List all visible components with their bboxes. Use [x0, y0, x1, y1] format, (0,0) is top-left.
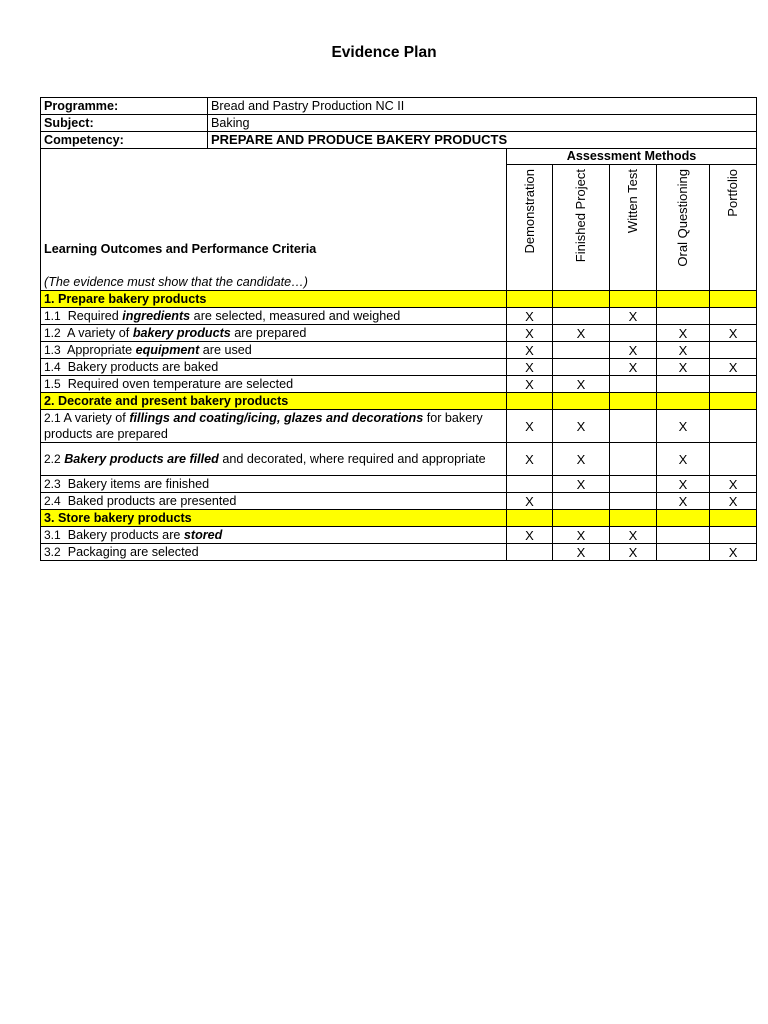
mark-portfolio: [710, 493, 757, 510]
section-cell: [610, 510, 657, 527]
criterion-text-post: and decorated, where required and appropriate: [218, 452, 486, 466]
competency-row: [41, 132, 757, 149]
criterion-row: [41, 308, 757, 325]
criterion-text: [41, 527, 507, 544]
mark-written-test: [610, 376, 657, 393]
section-cell: [657, 510, 710, 527]
mark-written-test: [610, 342, 657, 359]
mark-x: X: [628, 527, 638, 543]
mark-demonstration: [507, 544, 553, 561]
section-cell: [710, 510, 757, 527]
criterion-text: [41, 376, 507, 393]
subject-value: Baking: [211, 116, 250, 130]
criterion-number: 1.5: [44, 376, 61, 391]
criterion-text-pre: Required oven temperature are selected: [67, 376, 294, 391]
mark-written-test: [610, 476, 657, 493]
mark-x: X: [678, 325, 688, 341]
criterion-text-pre: Baked products are presented: [67, 493, 237, 508]
mark-portfolio: [710, 476, 757, 493]
method-label-finished-project: Finished Project: [573, 169, 588, 263]
mark-written-test: [610, 493, 657, 510]
competency-label: Competency:: [41, 132, 208, 148]
criterion-text-bold: stored: [183, 527, 223, 542]
mark-x: X: [525, 359, 534, 375]
mark-demonstration: [507, 325, 553, 342]
criterion-row: [41, 376, 757, 393]
mark-x: X: [525, 308, 534, 324]
criterion-text-post: for bakery products are prepared: [44, 411, 483, 441]
criterion-row: [41, 342, 757, 359]
competency-value: PREPARE AND PRODUCE BAKERY PRODUCTS: [211, 132, 508, 147]
criterion-text: [41, 443, 507, 476]
mark-x: X: [576, 325, 586, 341]
mark-oral-questioning: [657, 376, 710, 393]
criterion-text-bold: ingredients: [122, 308, 191, 323]
programme-row: [41, 98, 757, 115]
mark-portfolio: [710, 308, 757, 325]
mark-oral-questioning: [657, 308, 710, 325]
mark-x: X: [576, 376, 586, 392]
criterion-text-bold: equipment: [135, 342, 200, 357]
criterion-number: 2.2: [44, 452, 61, 466]
mark-finished-project: [553, 527, 610, 544]
mark-demonstration: [507, 376, 553, 393]
criterion-text-post: are selected, measured and weighed: [190, 308, 401, 323]
criterion-text: [41, 493, 507, 510]
method-header-written-test: [610, 165, 657, 291]
mark-x: X: [678, 418, 688, 434]
mark-x: X: [576, 527, 586, 543]
mark-x: X: [728, 325, 738, 341]
criterion-text-post: are prepared: [230, 325, 307, 340]
learning-outcomes-title: Learning Outcomes and Performance Criteria: [44, 242, 317, 256]
mark-x: X: [628, 342, 638, 358]
mark-x: X: [678, 359, 688, 375]
criterion-row: [41, 544, 757, 561]
mark-oral-questioning: [657, 410, 710, 443]
mark-x: X: [678, 476, 688, 492]
mark-x: X: [525, 342, 534, 358]
mark-x: X: [576, 451, 586, 467]
subject-label: Subject:: [41, 115, 208, 131]
mark-finished-project: [553, 308, 610, 325]
criterion-text-pre: Packaging are selected: [67, 544, 199, 559]
criterion-text: [41, 342, 507, 359]
criterion-number: 2.1: [44, 411, 61, 425]
method-label-oral-questioning: Oral Questioning: [675, 169, 690, 267]
criterion-number: 1.4: [44, 359, 61, 374]
criterion-text-bold: bakery products: [132, 325, 231, 340]
evidence-note: (The evidence must show that the candidate…): [44, 275, 308, 289]
mark-x: X: [628, 359, 638, 375]
mark-x: X: [576, 418, 586, 434]
mark-portfolio: [710, 325, 757, 342]
section-cell: [507, 291, 553, 308]
criterion-text-pre: A variety of: [63, 411, 130, 425]
criterion-text-pre: Bakery items are finished: [67, 476, 210, 491]
mark-demonstration: [507, 443, 553, 476]
method-label-written-test: Witten Test: [625, 169, 640, 234]
section-cell: [710, 393, 757, 410]
criterion-text-pre: Required: [67, 308, 123, 323]
programme-label: Programme:: [41, 98, 208, 114]
criterion-text-bold: fillings and coating/icing, glazes and decorations: [129, 411, 424, 425]
section-cell: [610, 393, 657, 410]
criterion-text: [41, 325, 507, 342]
criterion-row: [41, 325, 757, 342]
mark-x: X: [525, 418, 534, 434]
mark-written-test: [610, 359, 657, 376]
method-label-demonstration: Demonstration: [521, 169, 537, 254]
criterion-row: [41, 410, 757, 443]
criterion-text-pre: Bakery products are baked: [67, 359, 219, 374]
criterion-text-pre: Appropriate: [67, 342, 136, 357]
section-cell: [610, 291, 657, 308]
section-cell: [553, 510, 610, 527]
mark-finished-project: [553, 443, 610, 476]
mark-written-test: [610, 325, 657, 342]
section-title: 1. Prepare bakery products: [41, 291, 507, 308]
mark-oral-questioning: [657, 544, 710, 561]
evidence-plan-table: [40, 97, 757, 561]
criterion-row: [41, 527, 757, 544]
mark-portfolio: [710, 359, 757, 376]
criterion-number: 1.2: [44, 325, 61, 340]
mark-demonstration: [507, 527, 553, 544]
criterion-number: 1.1: [44, 308, 61, 323]
mark-x: X: [525, 451, 534, 467]
mark-demonstration: [507, 359, 553, 376]
method-header-oral-questioning: [657, 165, 710, 291]
mark-x: X: [525, 527, 534, 543]
mark-portfolio: [710, 527, 757, 544]
mark-x: X: [678, 342, 688, 358]
page-title: Evidence Plan: [331, 44, 437, 61]
mark-finished-project: [553, 493, 610, 510]
mark-demonstration: [507, 308, 553, 325]
mark-oral-questioning: [657, 493, 710, 510]
method-header-finished-project: [553, 165, 610, 291]
criterion-number: 3.2: [44, 544, 61, 559]
mark-written-test: [610, 410, 657, 443]
criterion-text: [41, 476, 507, 493]
mark-x: X: [728, 544, 738, 560]
programme-value: Bread and Pastry Production NC II: [211, 99, 405, 113]
criterion-number: 2.3: [44, 476, 61, 491]
section-cell: [553, 393, 610, 410]
learning-outcomes-header: [41, 149, 507, 291]
section-cell: [657, 291, 710, 308]
mark-x: X: [728, 493, 738, 509]
criterion-text: [41, 359, 507, 376]
mark-x: X: [728, 359, 738, 375]
section-cell: [553, 291, 610, 308]
mark-x: X: [576, 476, 586, 492]
mark-demonstration: [507, 342, 553, 359]
header-row: [41, 149, 757, 165]
criterion-text-pre: A variety of: [67, 325, 133, 340]
mark-written-test: [610, 544, 657, 561]
mark-oral-questioning: [657, 359, 710, 376]
mark-portfolio: [710, 376, 757, 393]
method-header-demonstration: [507, 165, 553, 291]
mark-written-test: [610, 527, 657, 544]
mark-finished-project: [553, 376, 610, 393]
section-row: [41, 291, 757, 308]
mark-finished-project: [553, 544, 610, 561]
mark-oral-questioning: [657, 443, 710, 476]
mark-portfolio: [710, 342, 757, 359]
method-label-portfolio: Portfolio: [725, 169, 741, 217]
mark-oral-questioning: [657, 527, 710, 544]
section-row: [41, 393, 757, 410]
assessment-methods-header: Assessment Methods: [507, 149, 757, 165]
mark-x: X: [628, 544, 638, 560]
mark-x: X: [525, 376, 534, 392]
mark-x: X: [728, 476, 738, 492]
section-cell: [507, 393, 553, 410]
criterion-text: [41, 544, 507, 561]
mark-demonstration: [507, 410, 553, 443]
mark-demonstration: [507, 476, 553, 493]
mark-portfolio: [710, 410, 757, 443]
mark-oral-questioning: [657, 325, 710, 342]
section-cell: [657, 393, 710, 410]
subject-row: [41, 115, 757, 132]
criterion-text-post: are used: [199, 342, 252, 357]
mark-written-test: [610, 443, 657, 476]
criterion-row: [41, 493, 757, 510]
mark-written-test: [610, 308, 657, 325]
criterion-row: [41, 476, 757, 493]
criterion-text-bold: Bakery products are filled: [64, 452, 219, 466]
section-cell: [507, 510, 553, 527]
mark-finished-project: [553, 476, 610, 493]
mark-x: X: [678, 451, 688, 467]
criterion-text: [41, 410, 507, 443]
mark-finished-project: [553, 325, 610, 342]
criterion-number: 2.4: [44, 493, 61, 508]
mark-portfolio: [710, 443, 757, 476]
mark-oral-questioning: [657, 342, 710, 359]
criterion-row: [41, 359, 757, 376]
criterion-text-pre: Bakery products are: [67, 527, 184, 542]
section-row: [41, 510, 757, 527]
mark-portfolio: [710, 544, 757, 561]
criterion-number: 1.3: [44, 342, 61, 357]
mark-x: X: [525, 325, 534, 341]
criterion-number: 3.1: [44, 527, 61, 542]
mark-x: X: [678, 493, 688, 509]
mark-x: X: [525, 493, 534, 509]
mark-demonstration: [507, 493, 553, 510]
section-cell: [710, 291, 757, 308]
section-title: 2. Decorate and present bakery products: [41, 393, 507, 410]
section-title: 3. Store bakery products: [41, 510, 507, 527]
criterion-row: [41, 443, 757, 476]
mark-finished-project: [553, 410, 610, 443]
mark-x: X: [576, 544, 586, 560]
criterion-text: [41, 308, 507, 325]
mark-x: X: [628, 308, 638, 324]
mark-oral-questioning: [657, 476, 710, 493]
method-header-portfolio: [710, 165, 757, 291]
mark-finished-project: [553, 342, 610, 359]
mark-finished-project: [553, 359, 610, 376]
